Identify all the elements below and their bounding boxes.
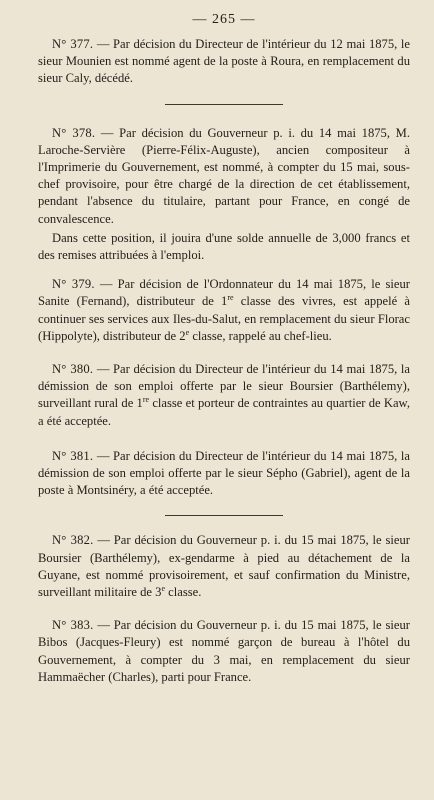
entry-380-text-b: classe et porteur de contraintes au quartier de Kaw, a été acceptée. xyxy=(38,396,410,428)
entry-383-text: — Par décision du Gouverneur p. i. du 15 mai 1875, le sieur Bibos (Jacques-Fleury) est nommé garçon de bureau à l'hôtel du Gouvernement, à compter du 3 mai, en remplacement du sieur Hammaëcher (Charles), parti pour France. xyxy=(38,618,410,684)
entry-381 xyxy=(38,448,410,500)
entry-381-text: — Par décision du Directeur de l'intérieur du 14 mai 1875, la démission de son emploi offerte par le sieur Sépho (Gabriel), agent de la poste à Montsinéry, a été acceptée. xyxy=(38,448,410,498)
entry-379-text-a: — Par décision de l'Ordonnateur du 14 mai 1875, le sieur Sanite (Fernand), distributeur de 1 xyxy=(38,277,410,309)
entry-383-number: N° 383. xyxy=(52,618,94,633)
entry-379-text-b: classe des vivres, est appelé à continuer ses services aux Iles-du-Salut, en remplacement du sieur Florac (Hippolyte), distributeur de 2 xyxy=(38,294,410,343)
entry-380-text-a: — Par décision du Directeur de l'intérieur du 14 mai 1875, la démission de son emploi offerte par le sieur Boursier (Barthélemy), surveillant rural de 1 xyxy=(38,362,410,411)
entry-379-superscript-b: e xyxy=(185,327,190,337)
entry-382-superscript-a: e xyxy=(161,583,166,593)
section-divider xyxy=(165,515,283,516)
entry-383 xyxy=(38,617,410,686)
entry-377-number: N° 377. xyxy=(52,37,94,51)
entry-382-number: N° 382. xyxy=(52,533,94,548)
entry-378 xyxy=(38,125,410,265)
entry-382 xyxy=(38,532,410,601)
entry-382-text-b: classe. xyxy=(165,585,202,600)
entry-381-number: N° 381. xyxy=(52,448,94,463)
entry-378-number: N° 378. xyxy=(52,125,96,140)
entry-377 xyxy=(38,36,410,88)
entry-378-paragraph xyxy=(38,125,410,228)
entry-380 xyxy=(38,361,410,430)
entry-379-text-c: classe, rappelé au chef-lieu. xyxy=(189,328,332,343)
entry-378-text: — Par décision du Gouverneur p. i. du 14 mai 1875, M. Laroche-Servière (Pierre-Félix-Auguste), ancien compositeur à l'Imprimerie du Gouvernement, est nommé, à compter du 15 mai, sous-chef provisoire, pour être chargé de la direction de cet établissement, pendant l'absence du titulaire, partant pour France, en congé de convalescence. xyxy=(38,125,411,226)
entry-379-paragraph xyxy=(38,276,410,345)
entry-380-paragraph xyxy=(38,361,410,430)
entry-382-paragraph xyxy=(38,532,410,601)
entry-379-number: N° 379. xyxy=(52,277,95,292)
entry-379 xyxy=(38,276,410,345)
page-number: — 265 — xyxy=(192,12,256,27)
section-divider xyxy=(165,104,283,105)
entry-383-paragraph xyxy=(38,617,410,686)
entry-378-paragraph-2 xyxy=(38,230,410,264)
entry-377-text: — Par décision du Directeur de l'intérieur du 12 mai 1875, le sieur Mounien est nommé agent de la poste à Roura, en remplacement du sieur Caly, décédé. xyxy=(38,37,410,86)
entry-380-number: N° 380. xyxy=(52,362,94,377)
entry-380-superscript-a: re xyxy=(142,395,150,405)
entry-378-text-2: Dans cette position, il jouira d'une solde annuelle de 3,000 francs et des remises attribuées à l'emploi. xyxy=(38,230,410,263)
entry-382-text-a: — Par décision du Gouverneur p. i. du 15 mai 1875, le sieur Boursier (Barthélemy), ex-gendarme à pied au détachement de la Guyane, est nommé provisoirement, et sauf confirmation du Ministre, surveillant militaire de 3 xyxy=(38,533,410,600)
entry-381-paragraph xyxy=(38,448,410,500)
entry-377-paragraph xyxy=(38,36,410,88)
entry-379-superscript-a: re xyxy=(227,293,234,303)
